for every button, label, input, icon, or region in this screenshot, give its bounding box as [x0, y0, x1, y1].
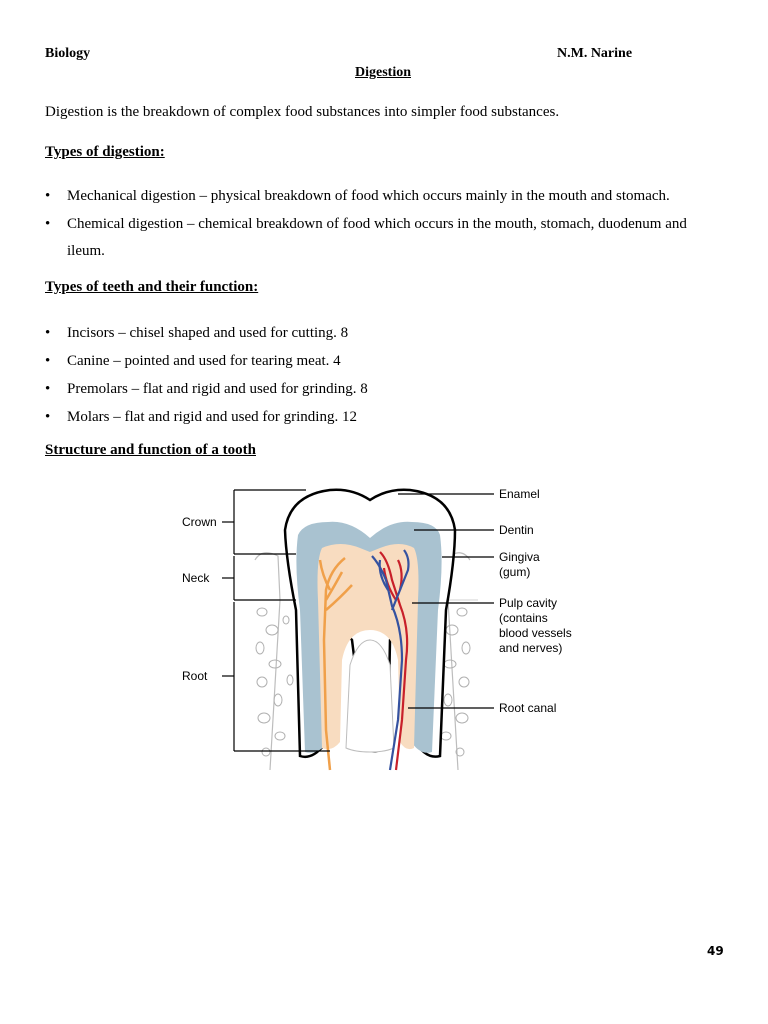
- list-item: [45, 347, 705, 375]
- list-item-text: Premolars – flat and rigid and used for grinding. 8: [67, 381, 368, 397]
- page-title: Digestion: [355, 65, 411, 80]
- types-of-teeth-heading: Types of teeth and their function:: [45, 279, 259, 295]
- author-label: N.M. Narine: [557, 46, 633, 61]
- bullet-icon: •: [45, 409, 51, 425]
- crown-label: Crown: [182, 515, 217, 529]
- list-item-text: Molars – flat and rigid and used for grinding. 12: [67, 409, 357, 425]
- gingiva-label-2: (gum): [499, 565, 531, 579]
- bullet-icon: •: [45, 216, 51, 232]
- gingiva-label: Gingiva: [499, 550, 540, 564]
- root-canal-label: Root canal: [499, 701, 557, 715]
- tooth-diagram: [170, 478, 590, 773]
- teeth-list: [45, 319, 705, 431]
- pulp-cavity-label-3: blood vessels: [499, 626, 572, 640]
- list-item: [45, 211, 705, 265]
- enamel-label: Enamel: [499, 487, 540, 501]
- pulp-cavity-label-2: (contains: [499, 611, 548, 625]
- list-item-text: Canine – pointed and used for tearing meat. 4: [67, 353, 341, 369]
- intro-paragraph: Digestion is the breakdown of complex food substances into simpler food substances.: [45, 104, 560, 120]
- root-label: Root: [182, 669, 208, 683]
- inner-root: [346, 640, 394, 752]
- page-number: 49: [707, 944, 724, 958]
- pulp-cavity-label-4: and nerves): [499, 641, 563, 655]
- list-item: [45, 319, 705, 347]
- structure-heading: Structure and function of a tooth: [45, 442, 256, 458]
- list-item-text: Mechanical digestion – physical breakdown of food which occurs mainly in the mouth and stomach.: [67, 188, 670, 204]
- bullet-icon: •: [45, 325, 51, 341]
- pulp-cavity-label: Pulp cavity: [499, 596, 558, 610]
- bullet-icon: •: [45, 188, 51, 204]
- types-of-digestion-heading: Types of digestion:: [45, 144, 165, 160]
- list-item-text: Incisors – chisel shaped and used for cutting. 8: [67, 325, 349, 341]
- list-item: [45, 403, 705, 431]
- list-item-text: Chemical digestion – chemical breakdown of food which occurs in the mouth, stomach, duodenum and ileum.: [67, 216, 687, 259]
- list-item: [45, 183, 705, 210]
- bullet-icon: •: [45, 353, 51, 369]
- list-item: [45, 375, 705, 403]
- bullet-icon: •: [45, 381, 51, 397]
- bone-texture-left: [256, 608, 293, 756]
- dentin-label: Dentin: [499, 523, 534, 537]
- subject-label: Biology: [45, 46, 91, 61]
- digestion-list: [45, 183, 705, 265]
- neck-label: Neck: [182, 571, 210, 585]
